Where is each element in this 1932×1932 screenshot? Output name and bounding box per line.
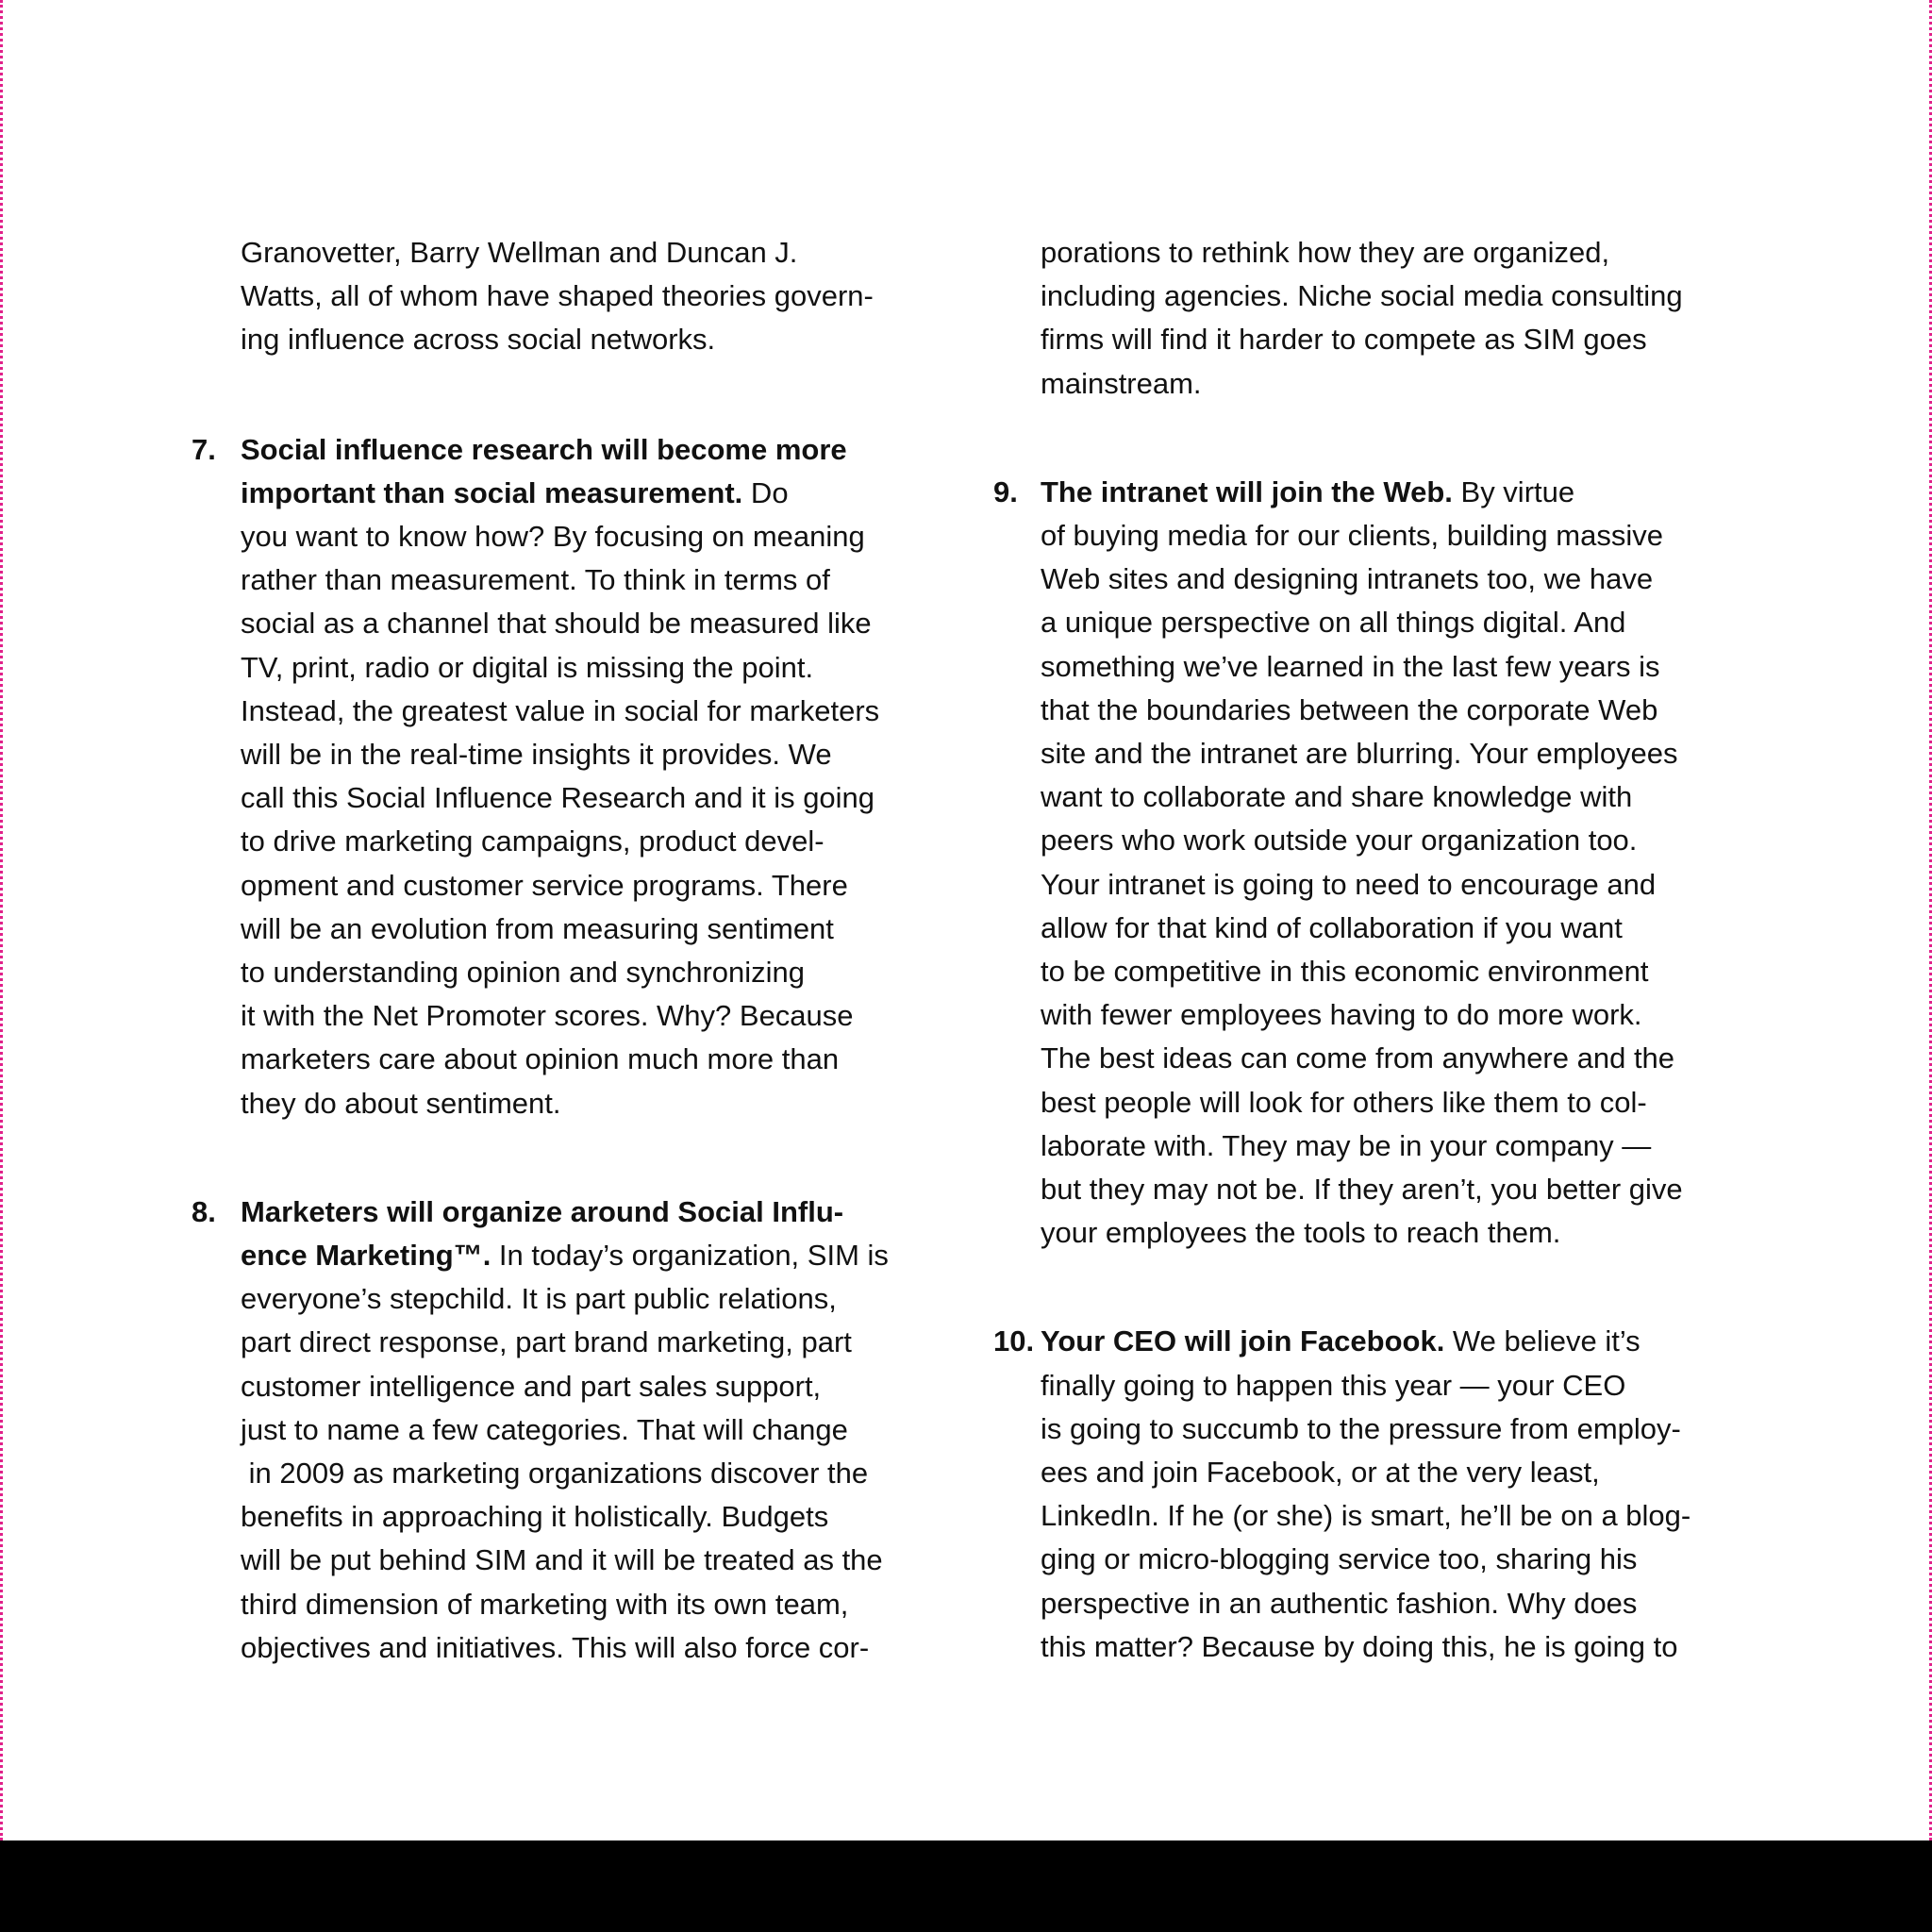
footer-black-strip [0, 1840, 1932, 1932]
item-heading: Social influence research will become more [241, 432, 847, 466]
right-intro-paragraph [1041, 231, 1729, 406]
left-column [192, 231, 920, 1670]
item-body-start: By virtue [1452, 475, 1575, 508]
text-line: ees and join Facebook, or at the very least, [1041, 1456, 1600, 1490]
text-line [1041, 471, 1729, 514]
text-line: you want to know how? By focusing on meaning [241, 520, 865, 554]
item-heading: ence Marketing™. [241, 1239, 491, 1273]
text-line: rather than measurement. To think in terms of [241, 563, 830, 597]
text-line: Web sites and designing intranets too, we have [1041, 562, 1654, 596]
spacer [1041, 1255, 1729, 1320]
item-body-start: We believe it’s [1444, 1324, 1641, 1358]
text-line: customer intelligence and part sales support, [241, 1369, 822, 1403]
item-number: 8. [192, 1194, 216, 1228]
text-line [1041, 1320, 1729, 1363]
text-line: this matter? Because by doing this, he is going to [1041, 1629, 1678, 1663]
item-heading: Marketers will organize around Social Influ- [241, 1194, 844, 1228]
text-line: call this Social Influence Research and it is going [241, 781, 875, 815]
list-item-8 [192, 1191, 920, 1670]
item-heading: The intranet will join the Web. [1041, 475, 1453, 508]
text-line: allow for that kind of collaboration if you want [1041, 910, 1623, 944]
item-number: 10. [993, 1324, 1035, 1358]
text-line: Instead, the greatest value in social for marketers [241, 693, 880, 727]
text-line: will be in the real-time insights it provides. We [241, 738, 832, 772]
item-heading: Your CEO will join Facebook. [1041, 1324, 1445, 1358]
text-line: your employees the tools to reach them. [1041, 1216, 1561, 1250]
item-number: 9. [993, 475, 1018, 508]
item-number: 7. [192, 432, 216, 466]
text-line: they do about sentiment. [241, 1086, 561, 1120]
text-line: opment and customer service programs. There [241, 868, 848, 902]
text-line: to drive marketing campaigns, product devel- [241, 824, 824, 858]
text-line: with fewer employees having to do more work. [1041, 998, 1642, 1032]
text-line: part direct response, part brand marketing, part [241, 1325, 852, 1359]
text-line: will be put behind SIM and it will be treated as the [241, 1543, 883, 1577]
list-item-7 [192, 428, 920, 1125]
text-line: is going to succumb to the pressure from employ- [1041, 1411, 1681, 1445]
text-line: want to collaborate and share knowledge with [1041, 780, 1633, 814]
text-line: will be an evolution from measuring sentiment [241, 911, 834, 945]
text-line: to understanding opinion and synchronizing [241, 956, 806, 990]
text-line: finally going to happen this year — your CEO [1041, 1368, 1626, 1402]
text-line: laborate with. They may be in your company — [1041, 1128, 1652, 1162]
text-line: everyone’s stepchild. It is part public relations, [241, 1282, 837, 1316]
text-line: third dimension of marketing with its own team, [241, 1587, 849, 1621]
text-line: Your intranet is going to need to encourage and [1041, 867, 1657, 901]
spacer [1041, 406, 1729, 471]
text-line: that the boundaries between the corporate Web [1041, 692, 1658, 726]
text-line: The best ideas can come from anywhere and the [1041, 1041, 1675, 1075]
text-line [241, 1234, 920, 1277]
text-line: objectives and initiatives. This will also force cor- [241, 1630, 870, 1664]
text-line: just to name a few categories. That will change [241, 1412, 848, 1446]
text-line: but they may not be. If they aren’t, you better give [1041, 1173, 1683, 1207]
text-line: a unique perspective on all things digital. And [1041, 606, 1626, 640]
text-line: best people will look for others like them to col- [1041, 1085, 1647, 1119]
text-line: including agencies. Niche social media consulting [1041, 279, 1683, 313]
text-line: social as a channel that should be measured like [241, 607, 872, 641]
text-line: LinkedIn. If he (or she) is smart, he’ll be on a blog- [1041, 1499, 1691, 1533]
text-line: in 2009 as marketing organizations discover the [241, 1457, 869, 1491]
text-line: to be competitive in this economic environment [1041, 955, 1649, 989]
item-body-start: Do [742, 475, 789, 509]
text-line: Watts, all of whom have shaped theories govern- [241, 279, 874, 313]
text-line: mainstream. [1041, 366, 1202, 400]
text-line: ging or micro-blogging service too, sharing his [1041, 1542, 1638, 1576]
right-column [993, 231, 1729, 1669]
text-line: something we’ve learned in the last few years is [1041, 649, 1660, 683]
text-line: Granovetter, Barry Wellman and Duncan J. [241, 236, 798, 269]
text-line: it with the Net Promoter scores. Why? Because [241, 999, 854, 1033]
spacer [241, 1125, 920, 1191]
text-line: TV, print, radio or digital is missing the point. [241, 650, 814, 684]
list-item-9 [993, 471, 1729, 1256]
text-line: porations to rethink how they are organized, [1041, 236, 1610, 269]
item-body-start: In today’s organization, SIM is [491, 1239, 889, 1273]
item-heading: important than social measurement. [241, 475, 743, 509]
text-line: marketers care about opinion much more than [241, 1042, 840, 1076]
text-line: site and the intranet are blurring. Your employees [1041, 737, 1678, 771]
text-line [241, 472, 920, 515]
text-line: peers who work outside your organization too. [1041, 824, 1638, 858]
text-line: firms will find it harder to compete as SIM goes [1041, 323, 1647, 357]
text-line: perspective in an authentic fashion. Why does [1041, 1586, 1638, 1620]
left-intro-paragraph [241, 231, 920, 362]
text-line: ing influence across social networks. [241, 323, 716, 357]
text-line: of buying media for our clients, building massive [1041, 519, 1663, 553]
left-dotted-border [0, 0, 3, 1840]
spacer [241, 362, 920, 428]
list-item-10 [993, 1320, 1729, 1669]
text-line: benefits in approaching it holistically. Budgets [241, 1500, 829, 1534]
